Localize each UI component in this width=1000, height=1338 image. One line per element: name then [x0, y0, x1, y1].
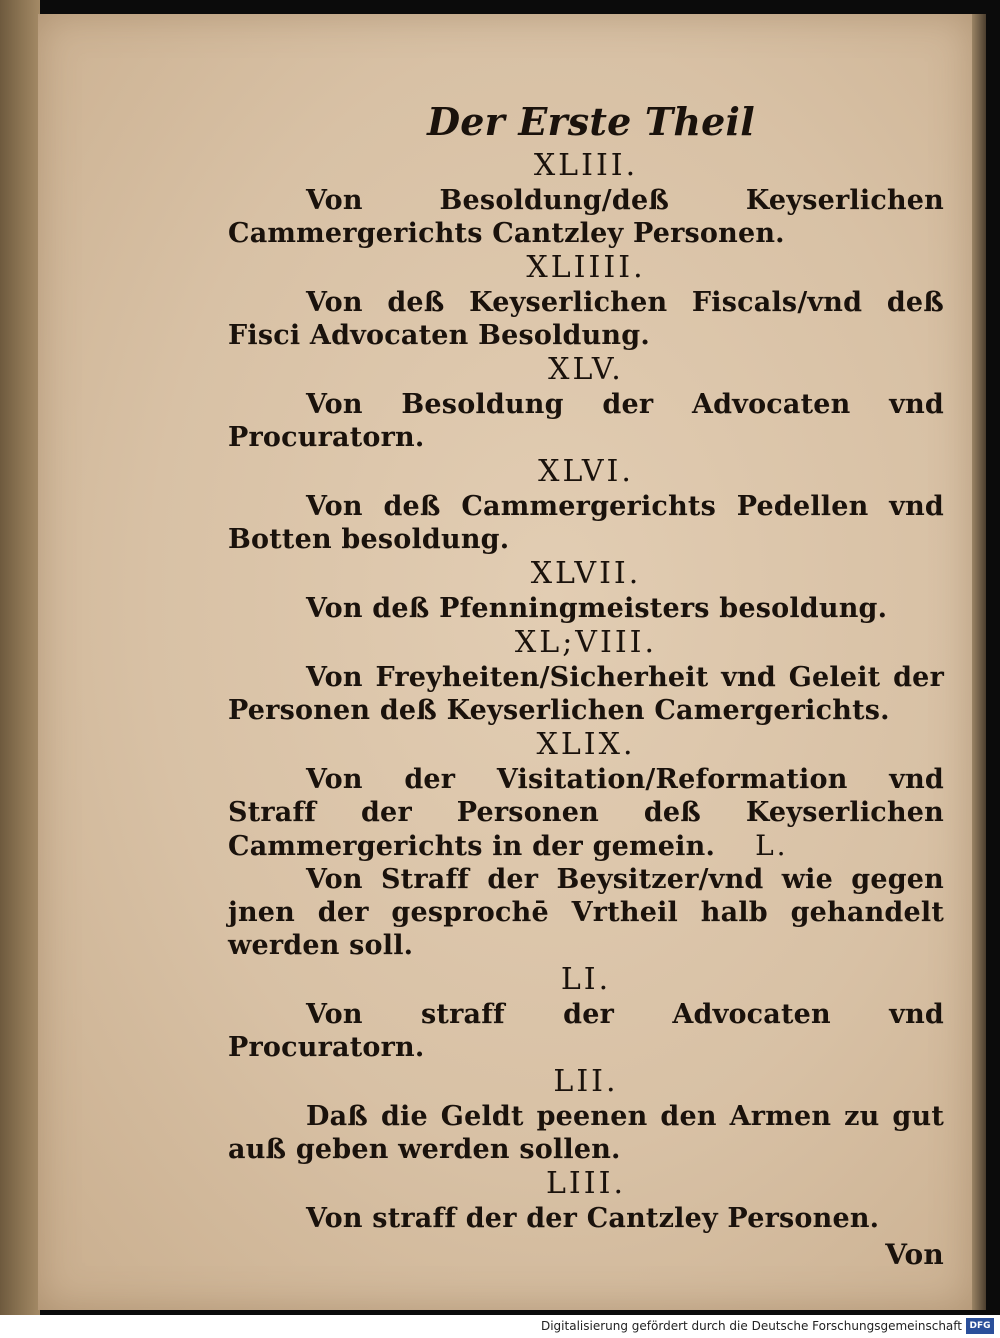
chapter-entry: Von deß Cammergerichts Pedellen vnd Botten besoldung.	[228, 491, 944, 555]
chapter-entry: Von deß Keyserlichen Fiscals/vnd deß Fisci Advocaten Besoldung.	[228, 287, 944, 351]
catchword: Von	[885, 1238, 944, 1271]
footer-bar	[0, 1315, 1000, 1338]
chapter-entry-text: Von der Visitation/Reformation vnd Straff der Personen deß Keyserlichen Cammergerichts in der gemein.	[228, 764, 944, 862]
page-text	[228, 96, 944, 1273]
chapter-number: XLVI.	[538, 454, 634, 489]
chapter-entry	[228, 763, 944, 863]
chapter-number: XLIII.	[533, 148, 639, 183]
chapter-number: XL;VIII.	[514, 625, 658, 660]
chapter-number: XLV.	[548, 352, 624, 387]
chapter-number: LIII.	[545, 1166, 626, 1201]
chapter-number: LI.	[560, 962, 612, 997]
chapter-number: L.	[755, 829, 789, 862]
chapter-entry: Von Freyheiten/Sicherheit vnd Geleit der Personen deß Keyserlichen Camergerichts.	[228, 662, 944, 726]
chapter-entry: Von straff der Advocaten vnd Procuratorn.	[228, 999, 944, 1063]
chapter-entry: Von deß Pfenningmeisters besoldung.	[306, 593, 888, 624]
chapter-number: XLIX.	[536, 727, 636, 762]
chapter-entry: Von Besoldung/deß Keyserlichen Cammergerichts Cantzley Personen.	[228, 185, 944, 249]
footer-credit: Digitalisierung gefördert durch die Deutsche Forschungsgemeinschaft	[540, 1319, 962, 1333]
chapter-number: XLIIII.	[526, 250, 646, 285]
chapter-entry: Von straff der der Cantzley Personen.	[306, 1203, 880, 1234]
chapter-entry: Von Straff der Beysitzer/vnd wie gegen jnen der gesprochē Vrtheil halb gehandelt werden soll.	[228, 864, 944, 961]
chapter-number: LII.	[553, 1064, 619, 1099]
running-head: Der Erste Theil	[427, 99, 755, 144]
dfg-logo-icon: DFG	[966, 1318, 994, 1334]
chapter-entry: Daß die Geldt peenen den Armen zu gut auß geben werden sollen.	[228, 1101, 944, 1165]
chapter-number: XLVII.	[530, 556, 642, 591]
page-gutter-shadow	[972, 14, 986, 1310]
chapter-entry: Von Besoldung der Advocaten vnd Procuratorn.	[228, 389, 944, 453]
book-binding-edge	[0, 0, 40, 1315]
